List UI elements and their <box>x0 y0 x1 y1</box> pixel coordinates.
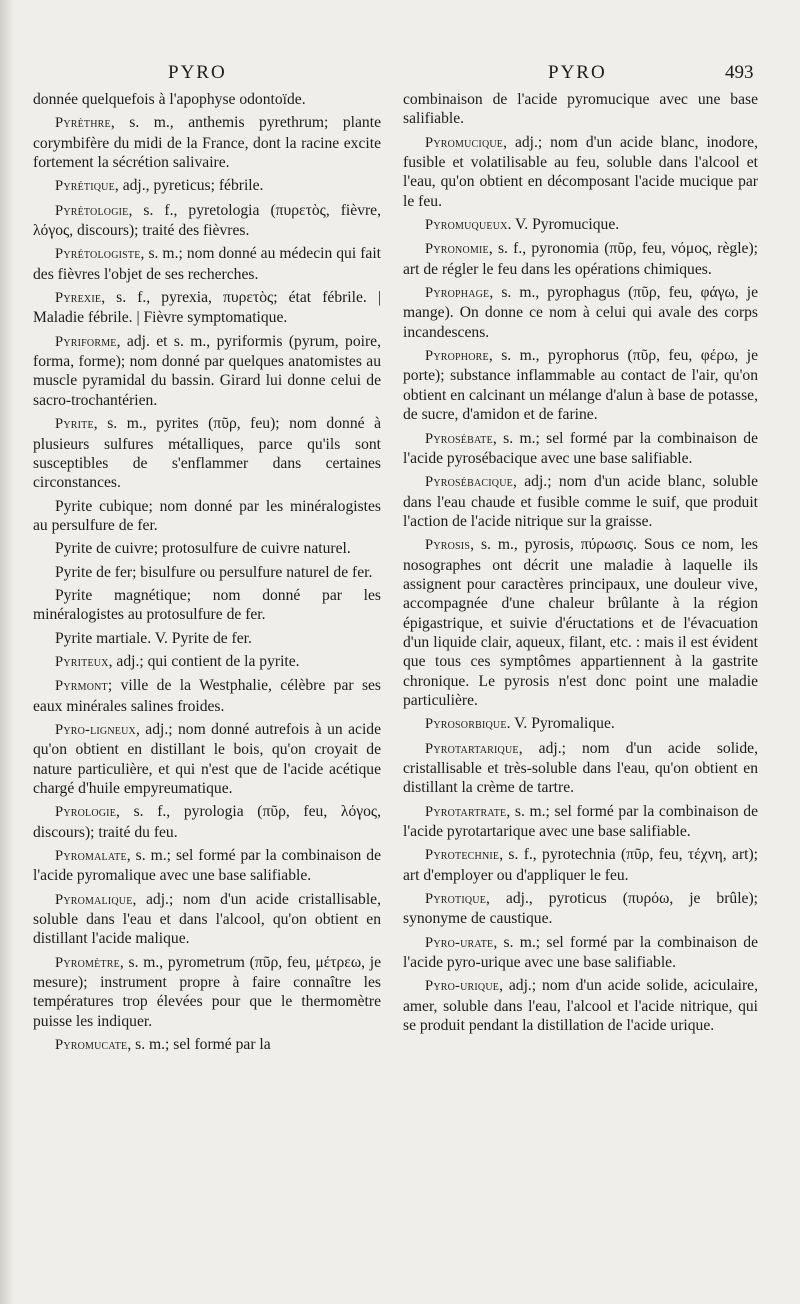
entry-headword: Pyrosorbique <box>425 716 507 733</box>
entry-text: , adj.; nom d'un acide solide, cristallisable et très-soluble dans l'eau, qu'on obtient en distillant la crème de tartre. <box>403 739 758 797</box>
dictionary-entry <box>403 215 758 235</box>
dictionary-entry <box>33 288 381 328</box>
entry-headword: Pyrotechnie <box>425 847 500 864</box>
dictionary-entry <box>33 1035 381 1055</box>
dictionary-entry <box>33 652 381 672</box>
entry-headword: Pyrosébacique <box>425 474 513 491</box>
dictionary-entry <box>403 739 758 798</box>
entry-text: , s. m., pyrometrum (πῦρ, feu, μέτρεω, je mesure); instrument propre à faire connaître les températures trop élevées pour que le thermomètre puisse les indiquer. <box>33 953 381 1030</box>
entry-headword: Pyrosébate <box>425 430 493 447</box>
page-number: 493 <box>725 62 754 83</box>
entry-text: , adj.; nom donné autrefois à un acide qu'on obtient en distillant le bois, qu'on croyait de nature particulière, et qui n'est que de l'acide acétique chargé d'huile empyreumatique. <box>33 720 381 797</box>
entry-text: , s. m.; sel formé par la <box>127 1036 271 1054</box>
entry-headword: Pyro-urique <box>425 978 500 995</box>
entry-text: , adj. et s. m., pyriformis (pyrum, poire, forma, forme); nom donné par quelques anatomistes au muscle pyramidal du bassin. Girard lui donne celui de sacro-trochantérien. <box>33 332 381 409</box>
dictionary-entry <box>33 846 381 886</box>
right-column <box>403 90 758 1039</box>
entry-headword: Pyrétique <box>55 178 115 195</box>
entry-text: donnée quelquefois à l'apophyse odontoïde. <box>33 91 306 108</box>
entry-headword: Pyrotique <box>425 891 487 908</box>
dictionary-entry <box>33 414 381 492</box>
entry-headword: Pyromucique <box>425 134 504 151</box>
entry-text: , adj., pyroticus (πυρόω, je brûle); synonyme de caustique. <box>403 890 758 928</box>
entry-text: combinaison de l'acide pyromucique avec une base salifiable. <box>403 91 758 128</box>
entry-headword: Pyrétologiste <box>55 246 141 263</box>
entry-text: , adj., pyreticus; fébrile. <box>114 177 264 195</box>
entry-text: , adj.; nom d'un acide solide, aciculaire, amer, soluble dans l'eau, l'alcool et l'acide nitrique, qui se produit pendant la distillation de l'acide urique. <box>403 977 758 1035</box>
entry-headword: Pyriteux <box>55 653 109 670</box>
entry-text: Pyrite de fer; bisulfure ou persulfure naturel de fer. <box>55 563 373 581</box>
dictionary-entry <box>403 283 758 342</box>
entry-headword: Pyrexie <box>55 290 102 307</box>
dictionary-entry <box>403 472 758 531</box>
entry-headword: Pyrosis <box>425 537 471 554</box>
entry-text: , s. m., pyrosis, πύρωσις. Sous ce nom, les nosographes ont décrit une maladie à laquelle ils assignent pour caractères principaux, une douleur vive, accompagnée d'une chaleur brûlante à la région épigastrique, et suivie d'éructations et de l'évacuation d'un liquide clair, aqueux, filant, etc. : mais il est évident que tous ces symptômes appartiennent à la gastrite chronique. Le pyrosis n'est donc point une maladie particulière. <box>403 536 758 709</box>
entry-headword: Pyrite <box>55 416 94 433</box>
entry-text: , adj.; nom d'un acide cristallisable, soluble dans l'eau et dans l'alcool, qu'on obtient en distillant l'acide malique. <box>33 890 381 948</box>
dictionary-entry <box>33 720 381 798</box>
dictionary-entry <box>33 890 381 949</box>
entry-headword: Pyriforme <box>55 333 117 350</box>
entry-text: , s. m.; sel formé par la combinaison de l'acide pyrotartarique avec une base salifiable. <box>403 802 758 841</box>
left-column <box>33 90 381 1059</box>
dictionary-entry <box>403 346 758 424</box>
entry-text: , adj.; nom d'un acide blanc, inodore, fusible et volatilisable au feu, soluble dans l'alcool et l'eau, qu'on obtient en décomposant l'acide mucique par le feu. <box>403 133 758 210</box>
entry-text: . V. Pyromalique. <box>506 715 615 733</box>
dictionary-entry <box>33 539 381 558</box>
dictionary-entry <box>403 535 758 710</box>
entry-text: , s. m., pyrophagus (πῦρ, feu, φάγω, je mange). On donne ce nom à celui qui avale des corps incandescens. <box>403 284 758 341</box>
dictionary-entry <box>33 201 381 241</box>
dictionary-entry <box>403 976 758 1035</box>
entry-text: , s. f., pyrexia, πυρετὸς; état fébrile. | Maladie fébrile. | Fièvre symptomatique. <box>33 289 381 327</box>
dictionary-entry <box>33 332 381 410</box>
dictionary-entry <box>33 802 381 842</box>
entry-headword: Pyrotartarique <box>425 740 519 757</box>
entry-text: , s. f., pyrotechnia (πῦρ, feu, τέχνη, art); art d'employer ou d'appliquer le feu. <box>403 846 758 884</box>
entry-text: , s. m., pyrites (πῦρ, feu); nom donné à plusieurs sulfures métalliques, parce qu'ils sont susceptibles de s'enflammer dans certaines circonstances. <box>33 415 381 492</box>
dictionary-entry <box>33 497 381 536</box>
entry-text: , adj.; qui contient de la pyrite. <box>108 652 300 670</box>
entry-headword: Pyrèthre <box>55 115 111 132</box>
entry-text: Pyrite magnétique; nom donné par les minéralogistes au protosulfure de fer. <box>33 586 381 624</box>
dictionary-entry <box>33 953 381 1031</box>
dictionary-entry <box>403 90 758 129</box>
entry-text: , s. f., pyretologia (πυρετὸς, fièvre, λόγος, discours); traité des fièvres. <box>33 201 381 240</box>
dictionary-entry <box>403 429 758 469</box>
entry-text: Pyrite cubique; nom donné par les minéralogistes au persulfure de fer. <box>33 497 381 534</box>
entry-text: , adj.; nom d'un acide blanc, soluble dans l'eau chaude et fusible comme le suif, que produit l'action de l'acide nitrique sur la graisse. <box>403 473 758 530</box>
dictionary-entry <box>33 563 381 582</box>
entry-text: ; ville de la Westphalie, célèbre par ses eaux minérales salines froides. <box>33 677 381 715</box>
dictionary-entry <box>403 933 758 973</box>
running-head-left: PYRO <box>168 62 227 83</box>
dictionary-entry <box>33 176 381 196</box>
entry-headword: Pyro-ligneux <box>55 721 136 738</box>
entry-headword: Pyromalate <box>55 848 127 865</box>
entry-headword: Pyrétologie <box>55 202 129 219</box>
entry-headword: Pyromuqueux <box>425 217 508 234</box>
dictionary-entry <box>33 676 381 716</box>
binding-shadow <box>0 0 14 1304</box>
entry-headword: Pyromucate <box>55 1037 128 1054</box>
running-head-right: PYRO <box>548 62 607 83</box>
entry-headword: Pyronomie <box>425 241 489 258</box>
entry-headword: Pyromètre <box>55 954 120 971</box>
dictionary-entry <box>403 802 758 842</box>
entry-headword: Pyro-urate <box>425 934 494 951</box>
entry-headword: Pyrophore <box>425 348 489 365</box>
entry-text: Pyrite martiale. V. Pyrite de fer. <box>55 629 252 647</box>
dictionary-entry <box>33 586 381 625</box>
entry-text: , s. m., pyrophorus (πῦρ, feu, φέρω, je porte); substance inflammable au contact de l'air, qu'on obtient en calcinant un mélange d'alun à base de potasse, de sucre, d'amidon et de farine. <box>403 347 758 424</box>
entry-text: , s. m.; sel formé par la combinaison de l'acide pyrosébacique avec une base salifiable. <box>403 429 758 467</box>
entry-headword: Pyrmont <box>55 678 108 695</box>
dictionary-entry <box>403 239 758 279</box>
entry-text: , s. m.; nom donné au médecin qui fait des fièvres l'objet de ses recherches. <box>33 245 381 283</box>
dictionary-entry <box>403 133 758 211</box>
dictionary-entry <box>33 113 381 172</box>
dictionary-entry <box>403 845 758 885</box>
entry-text: . V. Pyromucique. <box>507 216 620 234</box>
dictionary-entry <box>403 889 758 929</box>
entry-text: , s. f., pyronomia (πῦρ, feu, νόμος, règle); art de régler le feu dans les opérations chimiques. <box>403 240 758 278</box>
entry-headword: Pyrotartrate <box>425 803 507 820</box>
entry-text: , s. m., anthemis pyrethrum; plante corymbifère du midi de la France, dont la racine excite fortement la sécrétion salivaire. <box>33 114 381 172</box>
entry-headword: Pyrophage <box>425 285 490 302</box>
dictionary-entry <box>33 90 381 109</box>
entry-text: , s. m.; sel formé par la combinaison de l'acide pyro-urique avec une base salifiable. <box>403 933 758 972</box>
entry-headword: Pyromalique <box>55 891 133 908</box>
entry-text: , s. f., pyrologia (πῦρ, feu, λόγος, discours); traité du feu. <box>33 803 381 841</box>
entry-text: Pyrite de cuivre; protosulfure de cuivre naturel. <box>55 540 351 558</box>
entry-headword: Pyrologie <box>55 804 117 821</box>
dictionary-entry <box>33 244 381 284</box>
dictionary-entry <box>33 629 381 648</box>
entry-text: , s. m.; sel formé par la combinaison de l'acide pyromalique avec une base salifiable. <box>33 847 381 885</box>
dictionary-entry <box>403 714 758 734</box>
